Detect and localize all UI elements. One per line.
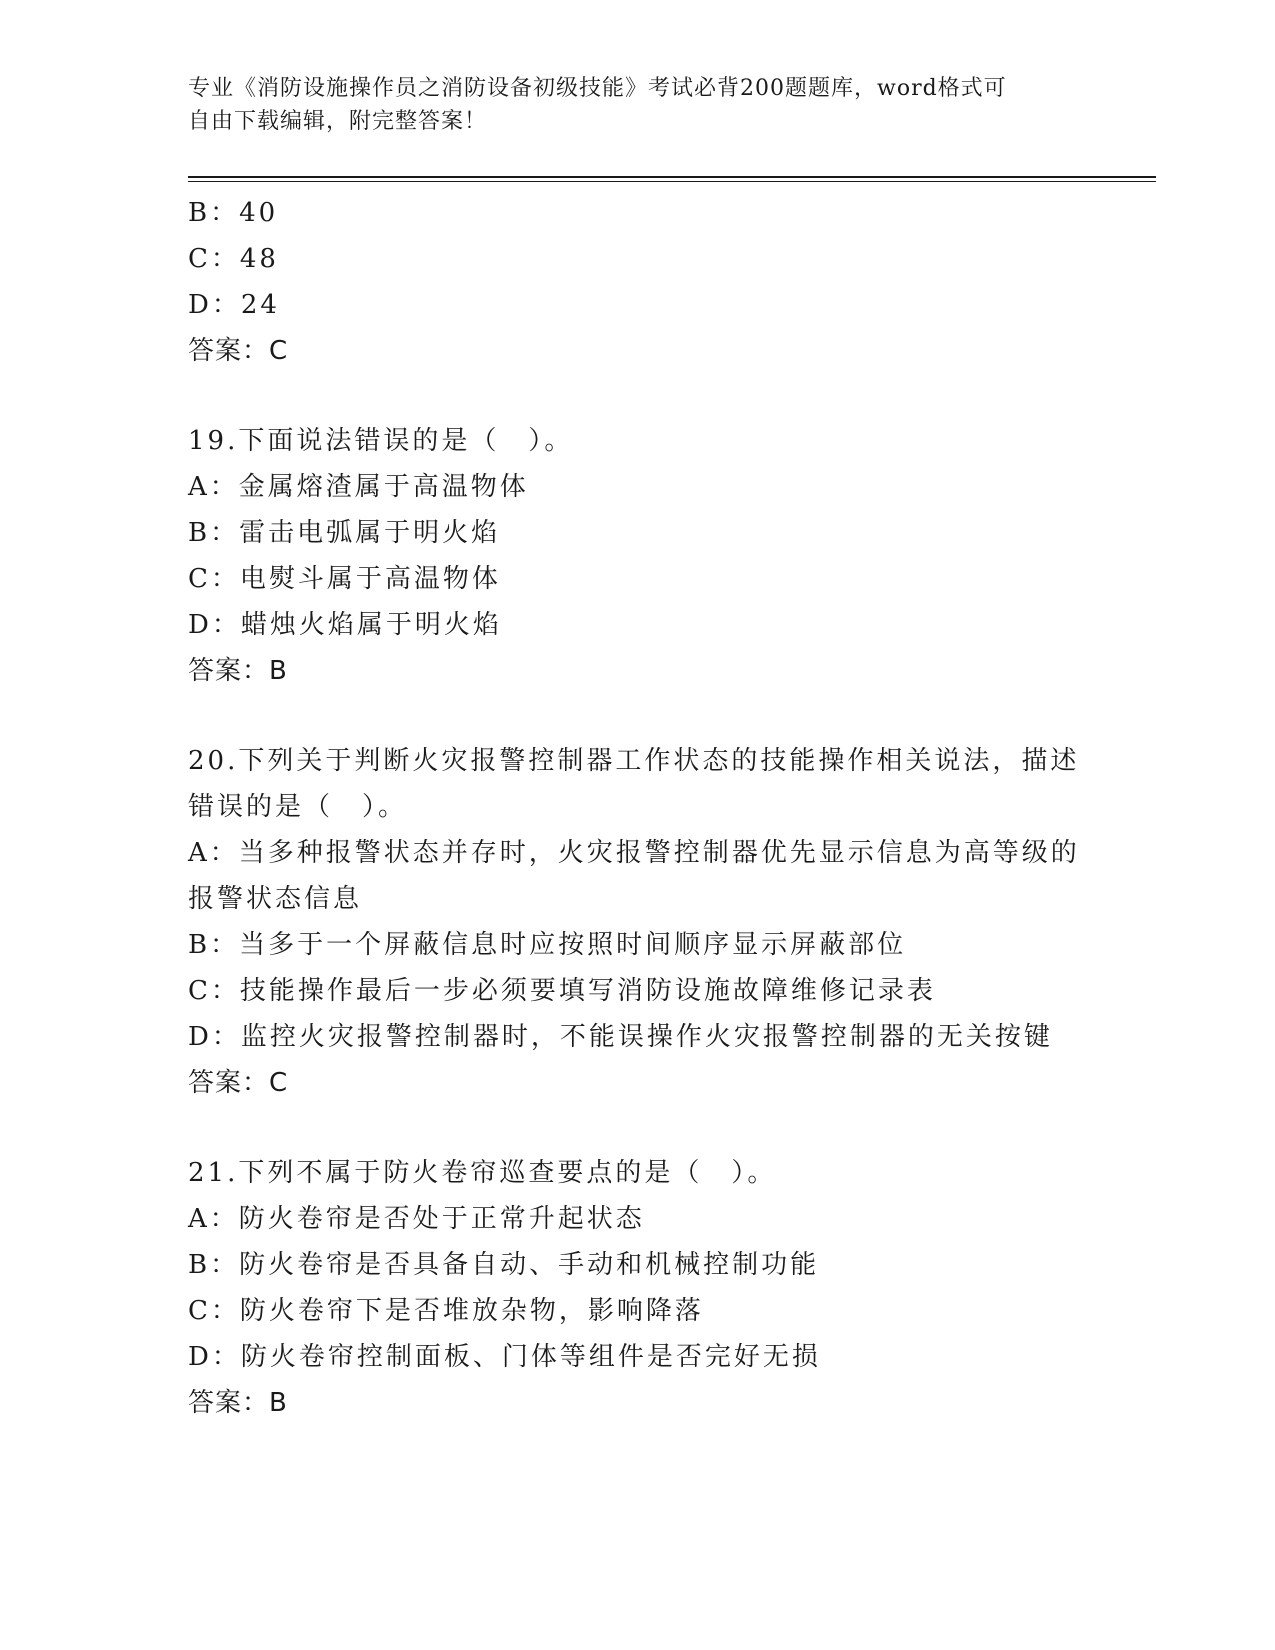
question-20: [188, 738, 1088, 1106]
option-c: C：技能操作最后一步必须要填写消防设施故障维修记录表: [188, 976, 936, 1006]
question-list: [188, 190, 1088, 1426]
option-b: B：当多于一个屏蔽信息时应按照时间顺序显示屏蔽部位: [188, 930, 907, 960]
answer-line: 答案：B: [188, 1388, 288, 1418]
document-header: [188, 72, 1068, 138]
option-a: A：金属熔渣属于高温物体: [188, 472, 529, 502]
question-21: [188, 1150, 1088, 1426]
option-c: C：防火卷帘下是否堆放杂物，影响降落: [188, 1296, 704, 1326]
option-d: D：监控火灾报警控制器时，不能误操作火灾报警控制器的无关按键: [188, 1022, 1053, 1052]
option-b: B：雷击电弧属于明火焰: [188, 518, 501, 548]
option-a: A：防火卷帘是否处于正常升起状态: [188, 1204, 645, 1234]
question-stem: 21.下列不属于防火卷帘巡查要点的是（ ）。: [188, 1158, 777, 1188]
question-stem-line-2: 错误的是（ ）。: [188, 792, 408, 822]
question-18: [188, 190, 1088, 374]
option-d: D：24: [188, 290, 280, 320]
spacer: [188, 1106, 1088, 1150]
option-c: C：电熨斗属于高温物体: [188, 564, 501, 594]
option-d: D：蜡烛火焰属于明火焰: [188, 610, 502, 640]
question-stem-line-1: 20.下列关于判断火灾报警控制器工作状态的技能操作相关说法，描述: [188, 746, 1080, 776]
answer-line: 答案：B: [188, 656, 288, 686]
answer-line: 答案：C: [188, 336, 289, 366]
option-b: B：防火卷帘是否具备自动、手动和机械控制功能: [188, 1250, 820, 1280]
option-a-line-2: 报警状态信息: [188, 884, 363, 914]
header-title-line-2: 自由下载编辑，附完整答案！: [188, 109, 488, 134]
header-divider-thin: [188, 181, 1156, 182]
header-title-line-1: 专业《消防设施操作员之消防设备初级技能》考试必背200题题库，word格式可: [188, 76, 1007, 101]
header-divider-thick: [188, 176, 1156, 178]
option-c: C：48: [188, 244, 279, 274]
option-d: D：防火卷帘控制面板、门体等组件是否完好无损: [188, 1342, 821, 1372]
question-stem: 19.下面说法错误的是（ ）。: [188, 426, 574, 456]
question-19: [188, 418, 1088, 694]
answer-line: 答案：C: [188, 1068, 289, 1098]
spacer: [188, 694, 1088, 738]
option-a-line-1: A：当多种报警状态并存时，火灾报警控制器优先显示信息为高等级的: [188, 838, 1080, 868]
spacer: [188, 374, 1088, 418]
option-b: B：40: [188, 198, 279, 228]
